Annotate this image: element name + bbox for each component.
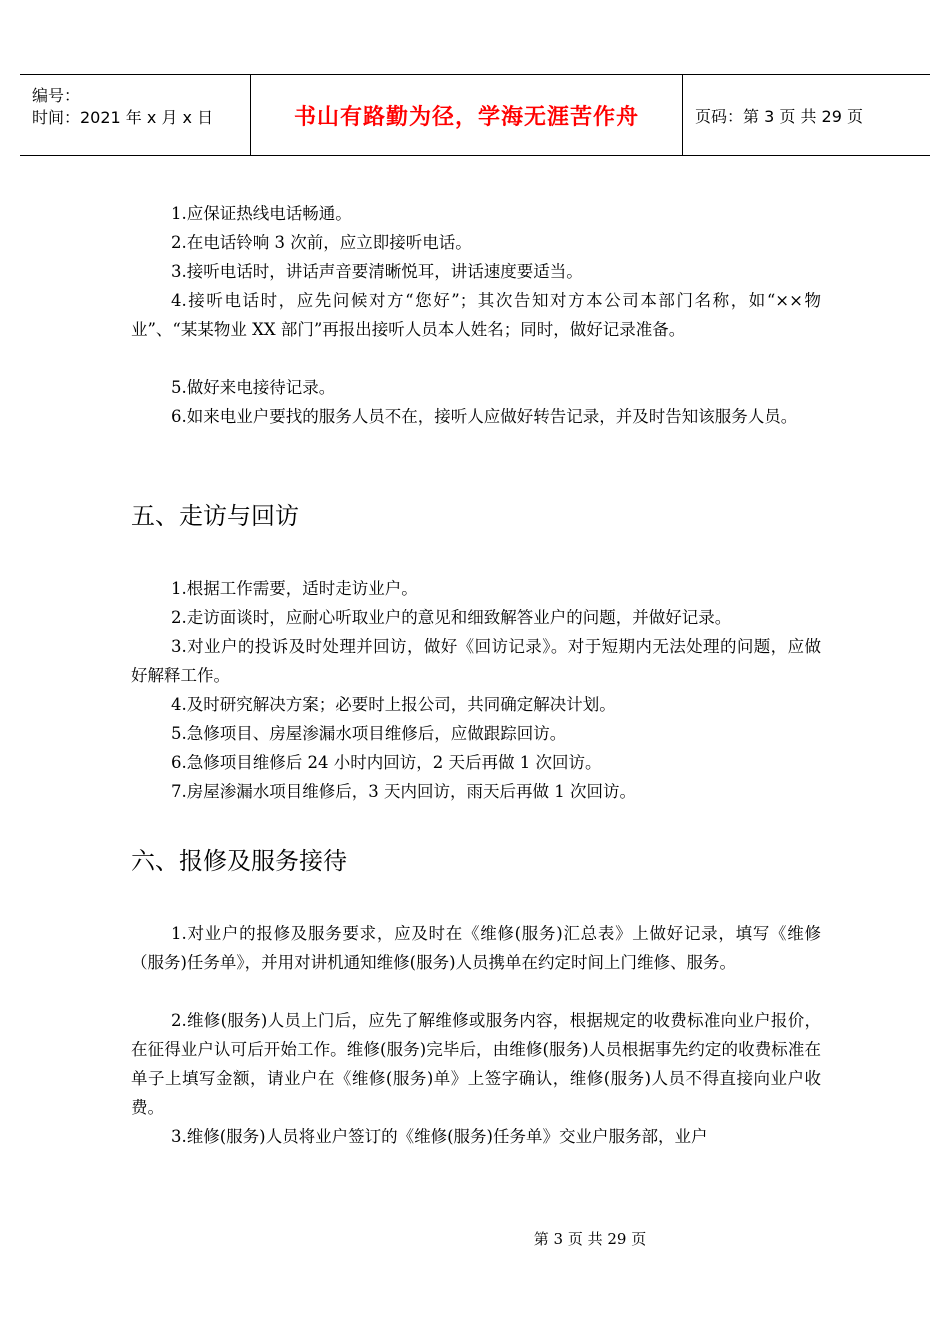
paragraph: 3.接听电话时，讲话声音要清晰悦耳，讲话速度要适当。 (171, 262, 583, 281)
section-heading: 五、走访与回访 (131, 502, 299, 530)
header-motto: 书山有路勤为径，学海无涯苦作舟 (251, 75, 683, 155)
section-heading: 六、报修及服务接待 (131, 847, 347, 875)
header-meta (20, 75, 251, 155)
paragraph: 5.急修项目、房屋渗漏水项目维修后，应做跟踪回访。 (171, 724, 567, 743)
paragraph: 1.对业户的报修及服务要求，应及时在《维修(服务)汇总表》上做好记录，填写《维修（服务)任务单》，并用对讲机通知维修(服务)人员携单在约定时间上门维修、服务。 (131, 924, 821, 972)
paragraph: 1.根据工作需要，适时走访业户。 (171, 579, 418, 598)
paragraph: 4.及时研究解决方案；必要时上报公司，共同确定解决计划。 (171, 695, 616, 714)
paragraph: 2.维修(服务)人员上门后，应先了解维修或服务内容，根据规定的收费标准向业户报价，在征得业户认可后开始工作。维修(服务)完毕后，由维修(服务)人员根据事先约定的收费标准在单子上填写金额，请业户在《维修(服务)单》上签字确认，维修(服务)人员不得直接向业户收费。 (131, 1011, 821, 1117)
paragraph: 6.急修项目维修后 24 小时内回访，2 天后再做 1 次回访。 (171, 753, 602, 772)
paragraph: 1.应保证热线电话畅通。 (171, 204, 352, 223)
document-number-label: 编号： (32, 86, 81, 105)
paragraph: 6.如来电业户要找的服务人员不在，接听人应做好转告记录，并及时告知该服务人员。 (171, 407, 798, 426)
paragraph: 2.在电话铃响 3 次前，应立即接听电话。 (171, 233, 472, 252)
document-time-label: 时间：2021 年 x 月 x 日 (32, 108, 214, 127)
paragraph: 2.走访面谈时，应耐心听取业户的意见和细致解答业户的问题，并做好记录。 (171, 608, 732, 627)
paragraph: 7.房屋渗漏水项目维修后，3 天内回访，雨天后再做 1 次回访。 (171, 782, 636, 801)
page-footer: 第 3 页 共 29 页 (533, 1230, 647, 1248)
page-header (20, 74, 930, 156)
paragraph: 3.对业户的投诉及时处理并回访，做好《回访记录》。对于短期内无法处理的问题，应做好解释工作。 (131, 637, 821, 685)
header-page-code: 页码：第 3 页 共 29 页 (695, 106, 863, 126)
paragraph: 3.维修(服务)人员将业户签订的《维修(服务)任务单》交业户服务部，业户 (171, 1127, 708, 1146)
paragraph: 4.接听电话时，应先问候对方“您好”；其次告知对方本公司本部门名称，如“××物业”、“某某物业 XX 部门”再报出接听人员本人姓名；同时，做好记录准备。 (131, 291, 821, 339)
paragraph: 5.做好来电接待记录。 (171, 378, 336, 397)
